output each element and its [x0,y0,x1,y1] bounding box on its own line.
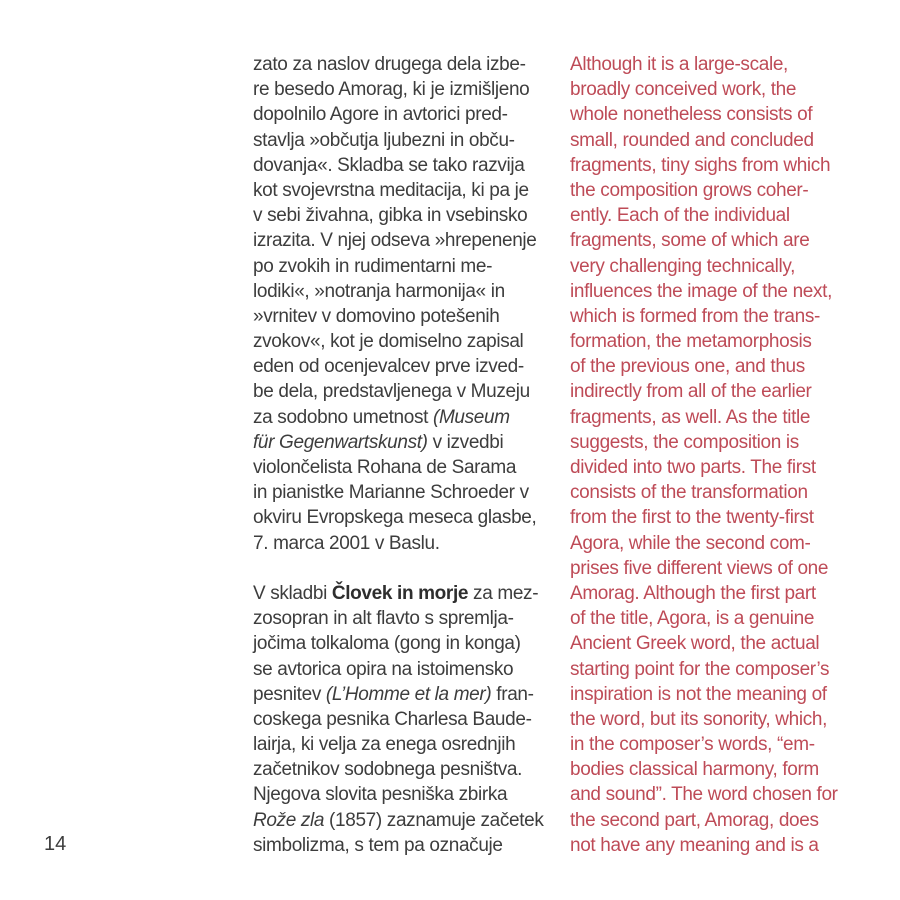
text-line: fragments, as well. As the title [570,406,811,428]
text-line: starting point for the composer’s [570,658,830,680]
text-line: which is formed from the trans- [570,305,820,327]
text-line: zato za naslov drugega dela izbe- [253,54,526,75]
paragraph-slovenian-1 [253,52,558,556]
paragraph-slovenian-2 [253,581,558,858]
text-line: zosopran in alt flavto s spremlja- [253,608,514,630]
text-line: Rože zla (1857) zaznamuje začetek [253,809,544,831]
right-column-english-text [570,52,890,858]
text-line: Although it is a large-scale, [570,54,788,75]
text-line: za sodobno umetnost (Museum [253,406,510,428]
text-line: »vrnitev v domovino potešenih [253,305,500,327]
text-line: very challenging technically, [570,255,796,277]
text-line: ently. Each of the individual [570,205,790,227]
text-line: inspiration is not the meaning of [570,683,827,705]
text-line: of the previous one, and thus [570,356,805,378]
text-line: small, rounded and concluded [570,129,814,151]
text-line: in pianistke Marianne Schroeder v [253,482,529,504]
text-line: kot svojevrstna meditacija, ki pa je [253,179,529,201]
paragraph-english-1 [570,52,890,858]
text-line: lairja, ki velja za enega osrednjih [253,734,516,756]
text-line: fragments, tiny sighs from which [570,154,831,176]
text-line: whole nonetheless consists of [570,104,813,126]
text-line: re besedo Amorag, ki je izmišljeno [253,79,530,101]
text-line: indirectly from all of the earlier [570,381,812,403]
text-line: coskega pesnika Charlesa Baude- [253,708,532,730]
text-line: dopolnilo Agore in avtorici pred- [253,104,508,126]
text-line: Njegova slovita pesniška zbirka [253,784,508,806]
text-line: izrazita. V njej odseva »hrepenenje [253,230,537,252]
text-line: in the composer’s words, “em- [570,734,815,756]
text-line: lodiki«, »notranja harmonija« in [253,280,505,302]
text-line: eden od ocenjevalcev prve izved- [253,356,524,378]
text-line: zvokov«, kot je domiselno zapisal [253,331,524,353]
text-line: prises five different views of one [570,557,829,579]
text-line: Amorag. Although the first part [570,582,816,604]
text-line: influences the image of the next, [570,280,833,302]
text-line: and sound”. The word chosen for [570,784,838,806]
text-line: po zvokih in rudimentarni me- [253,255,493,277]
text-line: violončelista Rohana de Sarama [253,457,517,478]
left-column-slovenian-text [253,52,558,858]
text-line: stavlja »občutja ljubezni in obču- [253,129,515,151]
text-line: consists of the transformation [570,482,808,504]
text-line: not have any meaning and is a [570,834,819,856]
text-line: the word, but its sonority, which, [570,708,828,730]
text-line: the second part, Amorag, does [570,809,819,831]
text-line: Agora, while the second com- [570,532,811,554]
text-line: se avtorica opira na istoimensko [253,658,514,680]
text-line: pesnitev (L’Homme et la mer) fran- [253,683,534,705]
text-line: jočima tolkaloma (gong in konga) [253,633,521,655]
text-line: začetnikov sodobnega pesništva. [253,759,523,781]
text-line: v sebi živahna, gibka in vsebinsko [253,205,528,227]
text-line: formation, the metamorphosis [570,331,812,353]
text-line: from the first to the twenty-first [570,507,814,529]
text-line: dovanja«. Skladba se tako razvija [253,154,525,176]
text-line: be dela, predstavljenega v Muzeju [253,381,530,403]
text-line: fragments, some of which are [570,230,810,252]
text-line: divided into two parts. The first [570,457,816,478]
text-line: Ancient Greek word, the actual [570,633,820,655]
page-number: 14 [44,833,67,855]
text-line: simbolizma, s tem pa označuje [253,834,503,856]
text-line: V skladbi Človek in morje za mez- [253,582,539,604]
text-line: suggests, the composition is [570,431,799,453]
text-line: of the title, Agora, is a genuine [570,608,815,630]
text-line: the composition grows coher- [570,179,809,201]
text-line: für Gegenwartskunst) v izvedbi [253,431,504,453]
text-line: 7. marca 2001 v Baslu. [253,532,440,554]
text-line: okviru Evropskega meseca glasbe, [253,507,537,529]
text-line: broadly conceived work, the [570,79,797,101]
text-line: bodies classical harmony, form [570,759,819,781]
